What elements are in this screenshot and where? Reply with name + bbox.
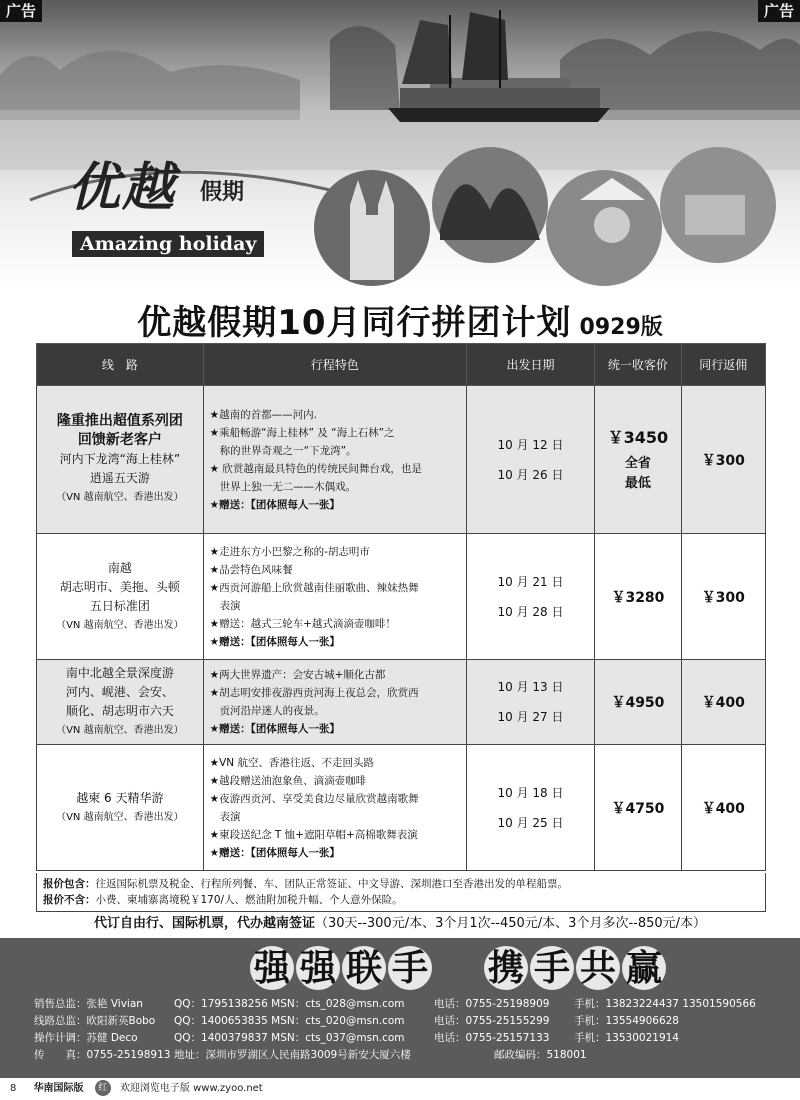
price-note: 最低 bbox=[624, 476, 651, 491]
commission-cell: ￥300 bbox=[681, 534, 765, 660]
route-line: （VN 越南航空、香港出发） bbox=[56, 725, 184, 736]
route-line: 越柬 6 天精华游 bbox=[76, 790, 164, 805]
route-line: 逍遥五天游 bbox=[89, 471, 150, 485]
feature-line: ★越段赠送油泡象鱼、滴滴壶咖啡 bbox=[209, 774, 367, 787]
header-commission: 同行返佣 bbox=[681, 344, 765, 386]
features-cell bbox=[203, 534, 466, 660]
contact-list bbox=[34, 996, 774, 1064]
page-number: 8 bbox=[10, 1083, 17, 1094]
brand-name-en: Amazing holiday bbox=[72, 231, 264, 257]
contact-mobile: 手机：13554906628 bbox=[574, 1015, 679, 1027]
contact-person: 销售总监：张艳 Vivian bbox=[34, 998, 143, 1010]
route-line: （VN 越南航空、香港出发） bbox=[56, 811, 184, 823]
contact-phone: 电话：0755-25155299 bbox=[434, 1015, 550, 1027]
contact-row bbox=[34, 1030, 774, 1047]
dates-cell bbox=[466, 660, 595, 745]
feature-line: 贡河沿岸迷人的夜景。 bbox=[219, 705, 325, 717]
slogan-char: 赢 bbox=[622, 946, 666, 990]
feature-line: ★夜游西贡河、享受美食边尽量欣赏越南歌舞 bbox=[209, 792, 419, 805]
features-cell bbox=[203, 386, 466, 534]
ad-label-right: 广告 bbox=[758, 0, 800, 22]
slogan-char: 手 bbox=[388, 946, 432, 990]
slogan-2 bbox=[484, 946, 668, 990]
route-line: 胡志明市、美拖、头顿 bbox=[59, 579, 180, 594]
feature-line: ★越南的首都——河内. bbox=[209, 408, 317, 421]
route-line: 五日标准团 bbox=[89, 598, 150, 613]
contact-postcode: 邮政编码：518001 bbox=[494, 1049, 587, 1061]
date: 10 月 12 日 bbox=[497, 437, 564, 452]
route-cell bbox=[37, 386, 204, 534]
route-line: 河内、岘港、会安、 bbox=[65, 685, 174, 699]
slogan-char: 共 bbox=[576, 946, 620, 990]
brand-logo bbox=[40, 145, 300, 265]
price-cell: ￥4950 bbox=[595, 660, 681, 745]
route-line: 南越 bbox=[107, 560, 132, 575]
route-line: 南中北越全景深度游 bbox=[65, 666, 174, 680]
feature-line: ★赠送：【团体照每人一张】 bbox=[209, 846, 340, 859]
table-row bbox=[37, 386, 766, 534]
feature-line: ★赠送：【团体照每人一张】 bbox=[209, 635, 340, 648]
brand-name-cn: 优越 bbox=[68, 157, 177, 218]
price-note: 全省 bbox=[624, 456, 651, 471]
feature-line: ★西贡河游船上欣赏越南佳丽歌曲、辣妹热舞 bbox=[209, 581, 419, 594]
contact-person: 操作计调：苏健 Deco bbox=[34, 1032, 138, 1044]
features-cell bbox=[203, 745, 466, 871]
slogan-char: 携 bbox=[484, 946, 528, 990]
date: 10 月 27 日 bbox=[497, 710, 564, 724]
page-footer bbox=[0, 1078, 800, 1100]
price-cell bbox=[595, 386, 681, 534]
route-cell bbox=[37, 745, 204, 871]
contact-phone: 电话：0755-25157133 bbox=[434, 1032, 550, 1044]
feature-line: 称的世界奇观之一“下龙湾”。 bbox=[219, 444, 357, 457]
visa-detail: （30天--300元/本、3个月1次--450元/本、3个月多次--850元/本） bbox=[314, 916, 707, 931]
contact-row bbox=[34, 1013, 774, 1030]
feature-line: ★VN 航空、香港往返、不走回头路 bbox=[209, 756, 374, 769]
contact-mobile: 手机：13530021914 bbox=[574, 1032, 679, 1044]
route-line: （VN 越南航空、香港出发） bbox=[56, 619, 184, 631]
contact-im: QQ：1795138256 MSN：cts_028@msn.com bbox=[174, 998, 405, 1010]
feature-line: ★走进东方小巴黎之称的-胡志明市 bbox=[209, 545, 370, 558]
excludes-label: 报价不含： bbox=[43, 894, 96, 906]
header-price: 统一收客价 bbox=[595, 344, 681, 386]
contact-person: 线路总监：欧阳新英Bobo bbox=[34, 1015, 156, 1027]
price-includes bbox=[43, 876, 759, 892]
brand-name-cn-suffix: 假期 bbox=[200, 180, 245, 205]
price-cell: ￥4750 bbox=[595, 745, 681, 871]
price-cell: ￥3280 bbox=[595, 534, 681, 660]
contact-row bbox=[34, 996, 774, 1013]
slogan-char: 联 bbox=[342, 946, 386, 990]
date: 10 月 26 日 bbox=[497, 467, 564, 482]
price-excludes bbox=[43, 892, 759, 908]
route-line: 河内下龙湾“海上桂林” bbox=[59, 452, 181, 466]
contact-fax: 传 真：0755-25198913 bbox=[34, 1049, 171, 1061]
feature-line: 表演 bbox=[219, 599, 241, 612]
table-row bbox=[37, 534, 766, 660]
tour-plan-table bbox=[36, 343, 766, 871]
header-route: 线 路 bbox=[37, 344, 204, 386]
date: 10 月 28 日 bbox=[497, 604, 564, 619]
dates-cell bbox=[466, 534, 595, 660]
contact-address: 地址：深圳市罗湖区人民南路3009号新安大厦六楼 bbox=[174, 1049, 411, 1061]
contact-row bbox=[34, 1047, 774, 1064]
feature-line: ★柬段送纪念 T 恤+遮阳草帽+高棉歌舞表演 bbox=[209, 828, 418, 841]
contact-phone: 电话：0755-25198909 bbox=[434, 998, 550, 1010]
contact-im: QQ：1400653835 MSN：cts_020@msn.com bbox=[174, 1015, 405, 1027]
header-dates: 出发日期 bbox=[466, 344, 595, 386]
route-cell bbox=[37, 534, 204, 660]
feature-line: ★两大世界遗产：会安古城+顺化古都 bbox=[209, 669, 386, 681]
feature-line: ★ 欣赏越南最具特色的传统民间舞台戏，也是 bbox=[209, 462, 422, 475]
edition-name: 华南国际版 bbox=[33, 1083, 84, 1094]
feature-line: 表演 bbox=[219, 810, 241, 823]
feature-line: ★乘船畅游“海上桂林” 及 “海上石林”之 bbox=[209, 426, 395, 439]
dates-cell bbox=[466, 745, 595, 871]
hero-banner bbox=[0, 0, 800, 290]
route-line: 隆重推出超值系列团 bbox=[56, 413, 183, 429]
contact-band bbox=[0, 938, 800, 1078]
feature-line: 世界上独一无二——木偶戏。 bbox=[219, 480, 357, 493]
route-line: 顺化、胡志明市六天 bbox=[65, 704, 174, 718]
dates-cell bbox=[466, 386, 595, 534]
footer-text: 欢迎浏览电子版 www.zyoo.net bbox=[119, 1083, 263, 1094]
commission-cell: ￥400 bbox=[681, 745, 765, 871]
commission-cell: ￥300 bbox=[681, 386, 765, 534]
slogan-1 bbox=[250, 946, 434, 990]
visa-lead: 代订自由行、国际机票，代办越南签证 bbox=[93, 916, 315, 931]
date: 10 月 21 日 bbox=[497, 574, 564, 589]
title-main: 优越假期10月同行拼团计划 bbox=[137, 303, 572, 343]
contact-mobile: 手机：13823224437 13501590566 bbox=[574, 998, 756, 1010]
slogan-char: 强 bbox=[296, 946, 340, 990]
route-cell bbox=[37, 660, 204, 745]
page-title bbox=[0, 295, 800, 344]
header-features: 行程特色 bbox=[203, 344, 466, 386]
features-cell bbox=[203, 660, 466, 745]
ad-label-left: 广告 bbox=[0, 0, 42, 22]
date: 10 月 18 日 bbox=[497, 785, 564, 800]
table-row bbox=[37, 660, 766, 745]
date: 10 月 25 日 bbox=[497, 815, 564, 830]
includes-label: 报价包含： bbox=[43, 878, 96, 890]
includes-text: 往返国际机票及税金、行程所列餐、车、团队正常签证、中文导游、深圳港口至香港出发的单程船票。 bbox=[95, 878, 568, 890]
visa-service bbox=[0, 912, 800, 931]
table-header-row bbox=[37, 344, 766, 386]
price-notes bbox=[36, 873, 766, 912]
feature-line: ★品尝特色风味餐 bbox=[209, 563, 293, 576]
date: 10 月 13 日 bbox=[497, 680, 564, 694]
price: ￥3450 bbox=[607, 428, 669, 447]
table-row bbox=[37, 745, 766, 871]
feature-line: ★赠送：【团体照每人一张】 bbox=[209, 498, 340, 511]
feature-line: ★胡志明安排夜游西贡河海上夜总会，欣赏西 bbox=[209, 687, 419, 699]
commission-cell: ￥400 bbox=[681, 660, 765, 745]
feature-line: ★赠送：【团体照每人一张】 bbox=[209, 723, 340, 735]
title-version: 0929版 bbox=[579, 315, 663, 340]
route-line: （VN 越南航空、香港出发） bbox=[56, 492, 184, 503]
feature-line: ★赠送：越式三轮车+越式滴滴壶咖啡！ bbox=[209, 617, 396, 630]
publisher-logo-icon: 红 bbox=[95, 1080, 111, 1096]
slogan-char: 手 bbox=[530, 946, 574, 990]
slogan-char: 强 bbox=[250, 946, 294, 990]
route-line: 回馈新老客户 bbox=[77, 432, 162, 448]
contact-im: QQ：1400379837 MSN：cts_037@msn.com bbox=[174, 1032, 405, 1044]
excludes-text: 小费、柬埔寨离境税￥170/人、燃油附加税升幅、个人意外保险。 bbox=[95, 894, 403, 906]
